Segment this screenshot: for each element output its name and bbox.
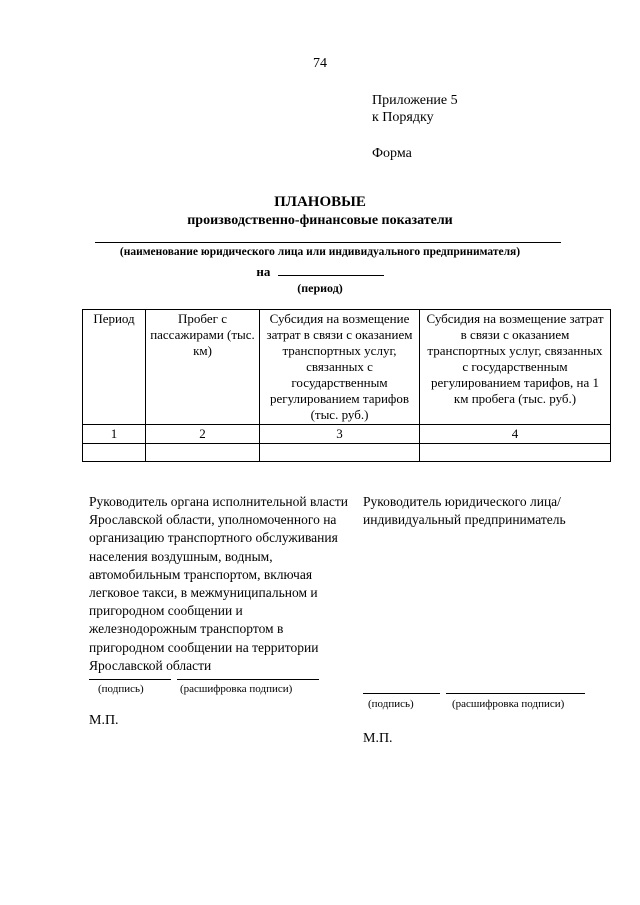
table-cell [83, 444, 146, 462]
left-signature-caption: (подпись) [98, 683, 144, 695]
column-number: 4 [420, 425, 611, 444]
right-decode-caption: (расшифровка подписи) [452, 698, 565, 710]
left-decode-line [177, 679, 319, 680]
entity-name-caption: (наименование юридического лица или индивидуального предпринимателя) [119, 246, 521, 258]
form-label: Форма [372, 146, 412, 161]
table-cell [420, 444, 611, 462]
left-stamp-label: М.П. [89, 713, 119, 728]
left-signature-line [89, 679, 171, 680]
header-subsidy-per-km: Субсидия на возмещение затрат в связи с оказанием транспортных услуг, связанных с государственным регулированием тарифов, на 1 км пробега (тыс. руб.) [420, 310, 611, 425]
appendix-reference: к Порядку [372, 110, 434, 125]
column-number: 1 [83, 425, 146, 444]
header-subsidy: Субсидия на возмещение затрат в связи с оказанием транспортных услуг, связанных с государственным регулированием тарифов (тыс. руб.) [260, 310, 420, 425]
document-subtitle: производственно-финансовые показатели [187, 213, 453, 228]
table-cell [260, 444, 420, 462]
column-number: 2 [146, 425, 260, 444]
appendix-label: Приложение 5 [372, 93, 458, 108]
indicators-table [82, 309, 611, 462]
period-line [0, 263, 640, 280]
entity-name-line [95, 242, 561, 243]
page-number: 74 [313, 56, 327, 71]
period-on-label: на [256, 264, 271, 279]
header-period: Период [83, 310, 146, 425]
right-signatory-text: Руководитель юридического лица/ индивидуальный предприниматель [363, 494, 566, 528]
column-number: 3 [260, 425, 420, 444]
period-caption: (период) [297, 281, 343, 295]
table-header-row [83, 310, 611, 425]
right-decode-line [446, 693, 585, 694]
left-signatory-text: Руководитель органа исполнительной власти Ярославской области, уполномоченного на организацию транспортного обслуживания населения воздушным, водным, автомобильным транспортом, включая легковое такси, в межмуниципальном и пригородном сообщении и железнодорожным транспортом в пригородном сообщении на территории Ярославской области [89, 494, 348, 673]
table-number-row [83, 425, 611, 444]
right-stamp-label: М.П. [363, 731, 393, 746]
period-blank [278, 263, 384, 276]
header-mileage: Пробег с пассажирами (тыс. км) [146, 310, 260, 425]
table-row [83, 444, 611, 462]
table-cell [146, 444, 260, 462]
right-signature-line [363, 693, 440, 694]
right-signature-caption: (подпись) [368, 698, 414, 710]
left-decode-caption: (расшифровка подписи) [180, 683, 293, 695]
document-title: ПЛАНОВЫЕ [274, 194, 366, 210]
